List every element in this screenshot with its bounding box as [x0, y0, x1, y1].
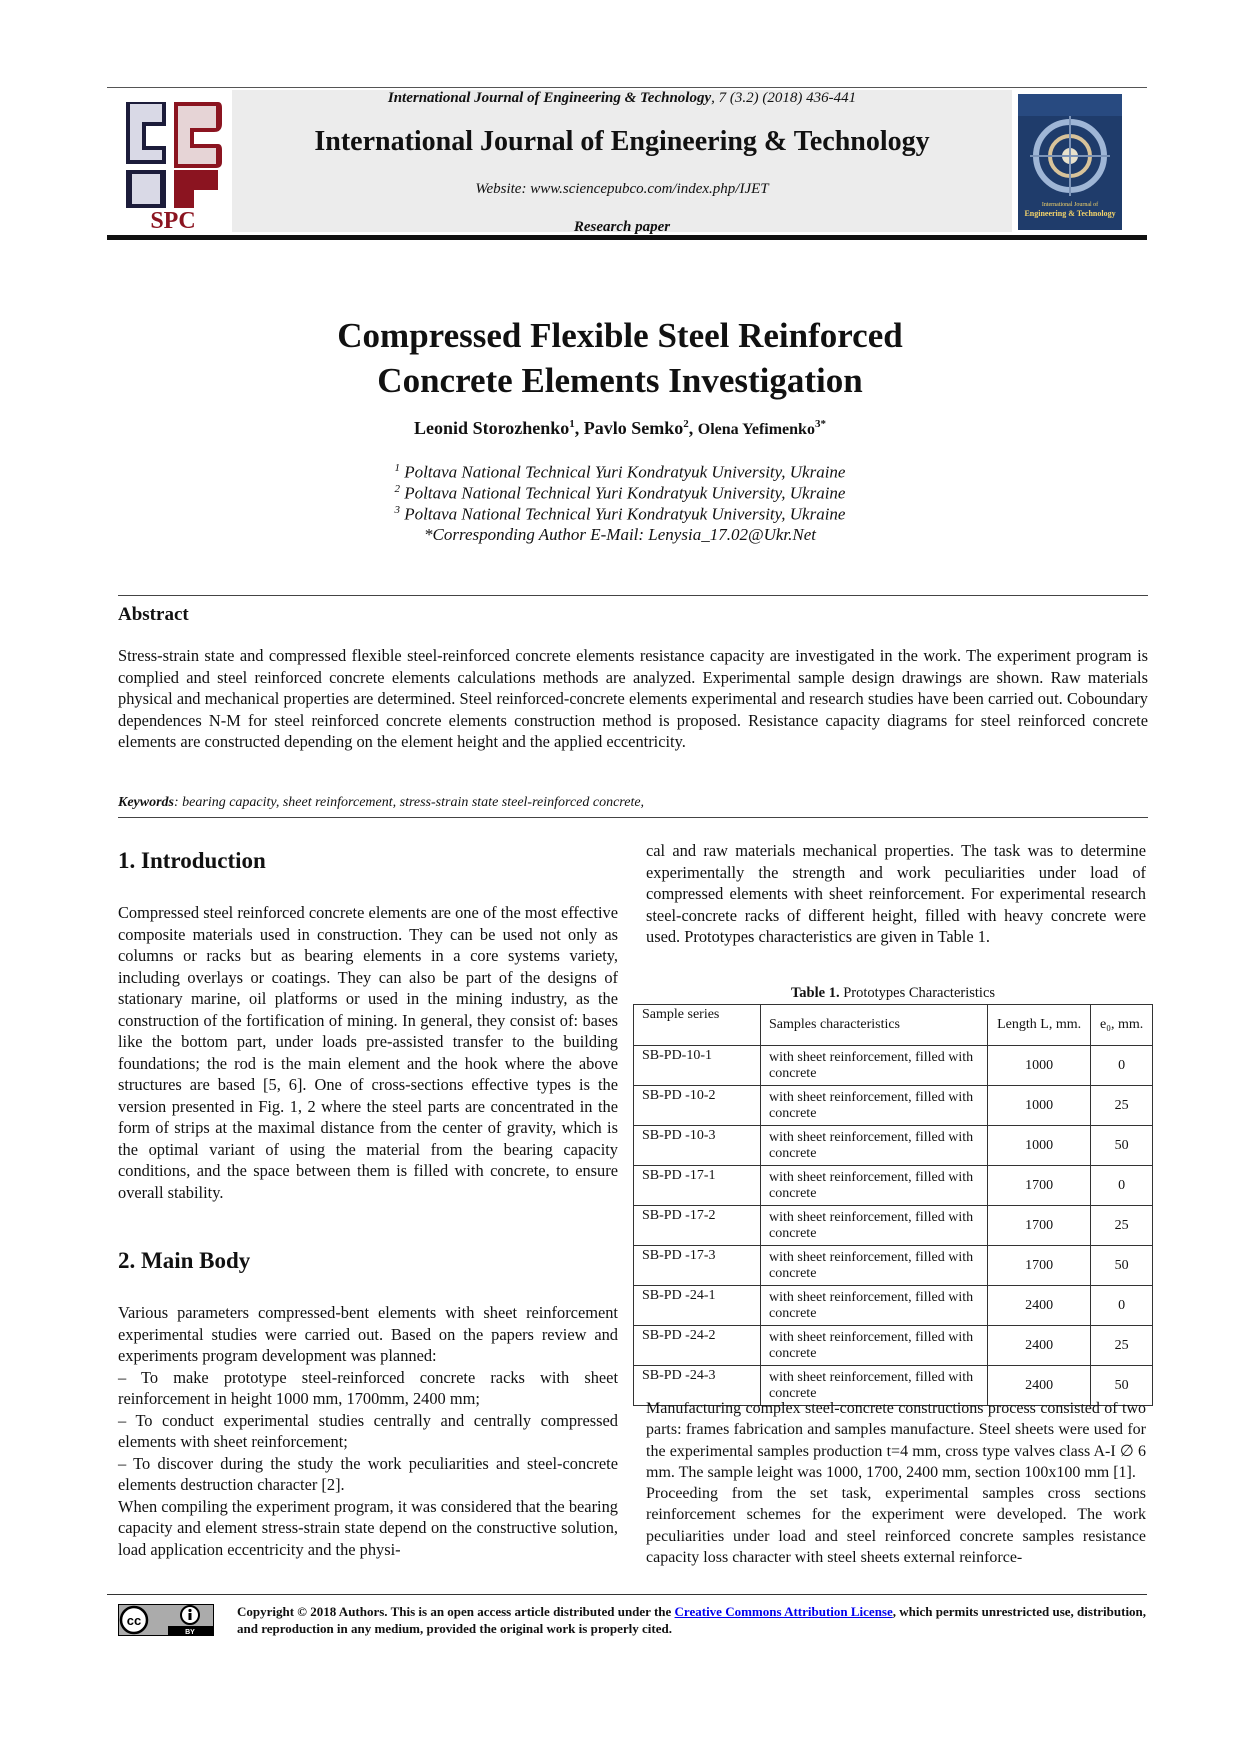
introduction-text: Compressed steel reinforced concrete elements are one of the most effective composite materials used in construction. They can be used not only as columns or racks but as bearing elements in a core systems variety, including overlays or coatings. They can also be part of the designs of stationary marine, oil platforms or used in the mining industry, as the construction of the fortification of mining. In general, they consist of: bases like the bottom part, under loads pre-assisted transfer to the building foundations; the rod is the main element and the hook where the above structures are based [5, 6]. One of cross-sections effective types is the version presented in Fig. 1, 2 where the steel parts are concentrated in the form of strips at the maximal distance from the center of gravity, which is the optimal variant of using the material from the bearing capacity conditions, and the space between them is filled with concrete, to ensure overall stability.: [118, 903, 618, 1202]
table-cell: SB-PD-10-1: [634, 1046, 761, 1086]
table-cell: 25: [1091, 1086, 1153, 1126]
table-cell: 1000: [988, 1126, 1091, 1166]
affiliation: [140, 504, 1100, 525]
creative-commons-badge-icon[interactable]: [118, 1604, 214, 1636]
table-cell: 2400: [988, 1366, 1091, 1406]
table-header-row: [634, 1005, 1153, 1046]
table-cell: 1700: [988, 1246, 1091, 1286]
table-cell: 0: [1091, 1166, 1153, 1206]
journal-title: International Journal of Engineering & Technology: [314, 126, 930, 157]
paper-title-line2: Concrete Elements Investigation: [377, 361, 863, 400]
abstract-heading: Abstract: [118, 604, 189, 625]
table-cell: SB-PD -17-3: [634, 1246, 761, 1286]
table-row: [634, 1326, 1153, 1366]
main-body-item: – To discover during the study the work peculiarities and steel-concrete elements destruction character [2].: [118, 1453, 618, 1494]
table-cell: with sheet reinforcement, filled with concrete: [761, 1166, 988, 1206]
footer-rule: [107, 1594, 1147, 1595]
table-cell: 25: [1091, 1326, 1153, 1366]
table-cell: 1000: [988, 1046, 1091, 1086]
paper-type: Research paper: [573, 219, 671, 235]
table-row: [634, 1126, 1153, 1166]
table-cell: SB-PD -10-2: [634, 1086, 761, 1126]
svg-text:cc: cc: [126, 1613, 142, 1628]
table-header-cell: Length L, mm.: [988, 1005, 1091, 1046]
table-header-cell: Sample series: [634, 1005, 761, 1046]
keywords-bottom-rule: [118, 817, 1148, 818]
author-list: [140, 418, 1100, 439]
right-column-text: [646, 1398, 1146, 1568]
table-caption-label: Table 1.: [790, 985, 840, 1001]
table-cell: SB-PD -24-2: [634, 1326, 761, 1366]
affiliation-sup: 2: [394, 483, 401, 495]
copyright-text: Copyright © 2018 Authors. This is an open access article distributed under the: [237, 1604, 675, 1619]
right-column-para: Proceeding from the set task, experimental samples cross sections reinforcement schemes for the experiment were developed. The work peculiarities under load and steel reinforced concrete samples resistance capacity loss character with steel sheets external reinforce-: [646, 1485, 1146, 1567]
author-sup: 2: [683, 418, 689, 430]
table-cell: 1700: [988, 1166, 1091, 1206]
table-header-cell: Samples characteristics: [761, 1005, 988, 1046]
author-sep: ,: [688, 418, 698, 438]
section-heading-main-body: 2. Main Body: [118, 1248, 251, 1273]
table-row: [634, 1206, 1153, 1246]
affiliation-text: Poltava National Technical Yuri Kondratyuk University, Ukraine: [400, 483, 846, 503]
table-cell: 25: [1091, 1206, 1153, 1246]
copyright-notice: [237, 1603, 1147, 1637]
abstract-text: Stress-strain state and compressed flexible steel-reinforced concrete elements resistance capacity are investigated in the work. The experiment program is complied and steel reinforced concrete elements calculations methods are analyzed. Experimental sample design drawings are shown. Raw materials physical and mechanical properties are determined. Steel reinforced-concrete elements experimental and research studies have been carried out. Coboundary dependences N-M for steel reinforced concrete elements construction method is proposed. Resistance capacity diagrams for steel reinforced concrete elements are constructed depending on the element height and the applied eccentricity.: [118, 646, 1148, 751]
paper-title-line1: Compressed Flexible Steel Reinforced: [337, 316, 903, 355]
table-row: [634, 1046, 1153, 1086]
author-name: Pavlo Semko: [583, 418, 684, 438]
table-cell: SB-PD -24-1: [634, 1286, 761, 1326]
table-cell: with sheet reinforcement, filled with concrete: [761, 1046, 988, 1086]
header-band: [232, 90, 1012, 232]
affiliation: [140, 483, 1100, 504]
table-cell: SB-PD -17-1: [634, 1166, 761, 1206]
table-cell: 2400: [988, 1286, 1091, 1326]
cc-license-link[interactable]: Creative Commons Attribution License: [674, 1604, 893, 1619]
journal-cover-image: [1018, 94, 1122, 230]
table-cell: 2400: [988, 1326, 1091, 1366]
table-cell: SB-PD -10-3: [634, 1126, 761, 1166]
table-row: [634, 1246, 1153, 1286]
table-caption: [633, 985, 1153, 1002]
main-body-para: When compiling the experiment program, it was considered that the bearing capacity and element stress-strain state depend on the constructive solution, load application eccentricity and the physi-: [118, 1496, 618, 1559]
table-cell: with sheet reinforcement, filled with concrete: [761, 1126, 988, 1166]
table-cell: 50: [1091, 1126, 1153, 1166]
table-cell: 0: [1091, 1046, 1153, 1086]
keywords: [118, 795, 1148, 811]
prototypes-table: [633, 1004, 1153, 1406]
table-cell: SB-PD -24-3: [634, 1366, 761, 1406]
keywords-label: Keywords: [118, 795, 174, 810]
cc-by-label: BY: [185, 1629, 195, 1636]
table-row: [634, 1286, 1153, 1326]
main-body-item: – To make prototype steel-reinforced concrete racks with sheet reinforcement in height 1000 mm, 1700mm, 2400 mm;: [118, 1367, 618, 1408]
paper-title: [140, 313, 1100, 403]
main-body-para: Various parameters compressed-bent elements with sheet reinforcement experimental studies were carried out. Based on the papers review and experiments program development was planned:: [118, 1303, 618, 1365]
table-cell: with sheet reinforcement, filled with concrete: [761, 1086, 988, 1126]
corresponding-author: *Corresponding Author E-Mail: Lenysia_17.02@Ukr.Net: [424, 525, 816, 544]
citation-issue: , 7 (3.2) (2018) 436-441: [711, 90, 857, 106]
affiliation: [140, 462, 1100, 483]
table-header-cell: e₀, mm.: [1091, 1005, 1153, 1046]
right-column-para: Manufacturing complex steel-concrete constructions process consisted of two parts: frames fabrication and samples manufacture. Steel sheets were used for the experimental samples production t=4 mm, cross type valves class A-I ∅ 6 mm. The sample leight was 1000, 1700, 2400 mm, section 100x100 mm [1].: [646, 1400, 1146, 1481]
journal-citation: [232, 90, 1012, 107]
main-body-text: [118, 1302, 618, 1560]
keywords-text: : bearing capacity, sheet reinforcement, stress-strain state steel-reinforced concrete,: [174, 795, 645, 810]
section-heading-introduction: 1. Introduction: [118, 848, 266, 873]
spc-logo-icon: [118, 94, 228, 234]
table-cell: SB-PD -17-2: [634, 1206, 761, 1246]
citation-journal: International Journal of Engineering & Technology: [387, 90, 712, 106]
table-cell: 50: [1091, 1246, 1153, 1286]
author-sup: 1: [569, 418, 575, 430]
table-cell: with sheet reinforcement, filled with concrete: [761, 1366, 988, 1406]
table-row: [634, 1166, 1153, 1206]
copyright-text: , which permits unrestricted use, distribution, and reproduction in any medium, provided the original work is properly cited.: [237, 1604, 1147, 1636]
table-cell: 50: [1091, 1366, 1153, 1406]
cover-text-1: International Journal of: [1041, 202, 1099, 208]
table-cell: 1700: [988, 1206, 1091, 1246]
affiliation-text: Poltava National Technical Yuri Kondratyuk University, Ukraine: [400, 504, 846, 524]
author-name: Olena Yefimenko: [697, 421, 815, 438]
affiliation-sup: 3: [394, 504, 401, 516]
abstract-top-rule: [118, 595, 1148, 596]
right-column-para: cal and raw materials mechanical properties. The task was to determine experimentally the strength and work peculiarities under load of compressed elements with sheet reinforcement. For experimental research steel-concrete racks of different height, filled with heavy concrete were used. Prototypes characteristics are given in Table 1.: [646, 841, 1146, 946]
main-body-item: – To conduct experimental studies centrally and centrally compressed elements with sheet reinforcement;: [118, 1410, 618, 1451]
author-name: Leonid Storozhenko: [414, 418, 570, 438]
logo-text: SPC: [150, 208, 196, 234]
table-cell: 0: [1091, 1286, 1153, 1326]
journal-website: Website: www.sciencepubco.com/index.php/IJET: [475, 181, 769, 197]
affiliation-text: Poltava National Technical Yuri Kondratyuk University, Ukraine: [400, 462, 846, 482]
affiliation-sup: 1: [394, 462, 401, 474]
author-sup: 3*: [814, 418, 826, 430]
table-cell: with sheet reinforcement, filled with concrete: [761, 1206, 988, 1246]
header-top-rule: [107, 87, 1147, 88]
table-cell: with sheet reinforcement, filled with concrete: [761, 1246, 988, 1286]
table-row: [634, 1086, 1153, 1126]
table-cell: 1000: [988, 1086, 1091, 1126]
table-caption-text: Prototypes Characteristics: [839, 985, 996, 1001]
cover-text-2: Engineering & Technology: [1024, 209, 1116, 218]
author-sep: ,: [574, 418, 584, 438]
table-cell: with sheet reinforcement, filled with concrete: [761, 1286, 988, 1326]
table-cell: with sheet reinforcement, filled with concrete: [761, 1326, 988, 1366]
